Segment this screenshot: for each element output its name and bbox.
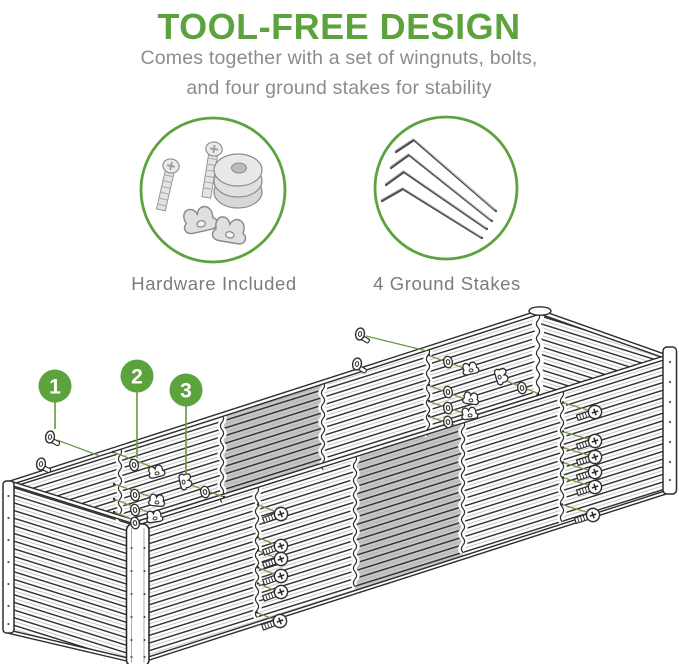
stakes-label: 4 Ground Stakes: [373, 273, 521, 294]
wingnut-icon: [461, 407, 478, 420]
hardware-label: Hardware Included: [131, 273, 297, 294]
callout-2-number: 2: [131, 365, 143, 389]
callout-3-number: 3: [180, 379, 192, 403]
front-left-post: [127, 524, 150, 664]
subtitle-line-2: and four ground stakes for stability: [186, 77, 492, 99]
stakes-circle: [375, 117, 517, 259]
hardware-feature: [131, 118, 296, 294]
right-end-post: [663, 347, 677, 494]
callout-2-badge: [121, 360, 154, 393]
bolt-icon: [354, 327, 371, 343]
callout-1-number: 1: [49, 375, 61, 399]
bolt-icon: [36, 457, 53, 473]
stakes-feature: [373, 117, 521, 294]
page-title: TOOL-FREE DESIGN: [157, 6, 521, 47]
back-left-post: [3, 481, 14, 633]
subtitle-line-1: Comes together with a set of wingnuts, bolts,: [140, 47, 538, 69]
planter-walls: [10, 312, 667, 662]
bolt-icon: [45, 430, 62, 446]
wingnut-icon: [146, 510, 163, 523]
callout-3-badge: [170, 374, 203, 407]
callout-1-badge: [39, 370, 72, 403]
corner-cap: [529, 307, 551, 315]
planter-illustration: [3, 307, 677, 664]
washer-stack-icon: [214, 154, 262, 208]
